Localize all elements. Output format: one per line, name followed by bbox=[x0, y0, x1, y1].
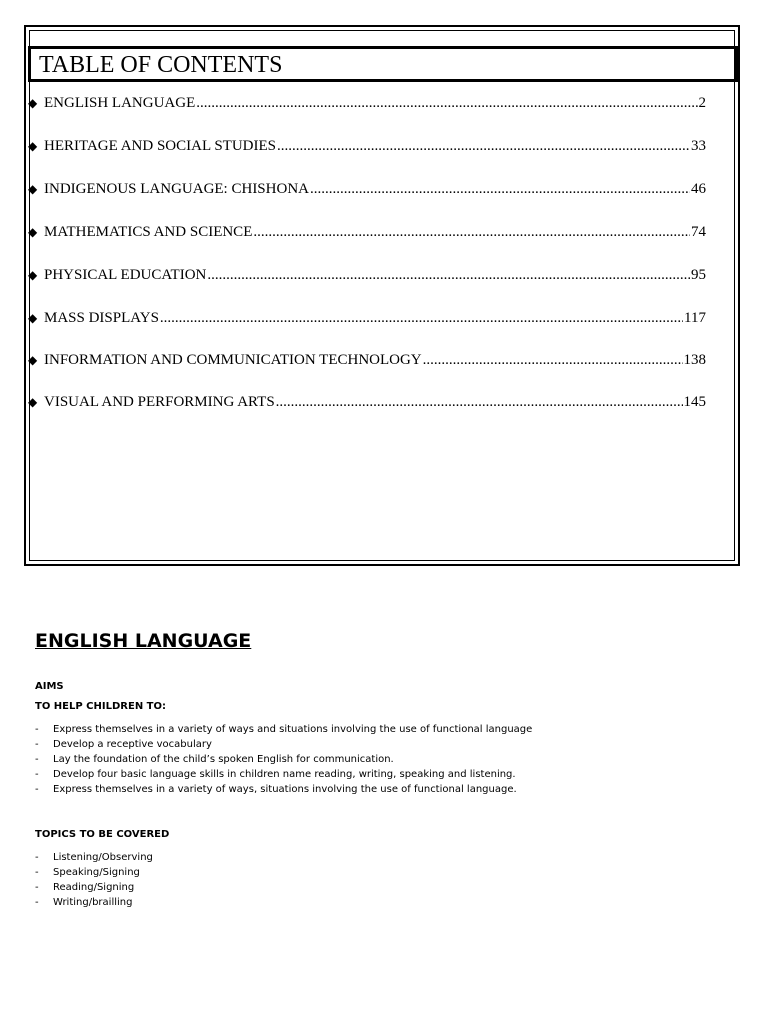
diamond-bullet-icon: ◆ bbox=[28, 268, 38, 282]
aim-text: Express themselves in a variety of ways and situations involving the use of functional language bbox=[53, 724, 533, 735]
list-item bbox=[35, 850, 153, 865]
diamond-bullet-icon: ◆ bbox=[28, 353, 38, 367]
toc-entry[interactable] bbox=[28, 136, 706, 156]
dot-leader bbox=[253, 222, 690, 242]
toc-entry[interactable] bbox=[28, 179, 706, 199]
toc-entry-page: 138 bbox=[683, 352, 706, 368]
aims-list bbox=[35, 722, 532, 797]
topic-text: Speaking/Signing bbox=[53, 867, 140, 878]
dash-bullet: - bbox=[35, 739, 39, 750]
toc-entry-label: ENGLISH LANGUAGE bbox=[44, 95, 196, 111]
list-item bbox=[35, 880, 153, 895]
dash-bullet: - bbox=[35, 897, 39, 908]
topic-text: Writing/brailling bbox=[53, 897, 133, 908]
aims-intro: TO HELP CHILDREN TO: bbox=[35, 701, 166, 712]
aim-text: Express themselves in a variety of ways, situations involving the use of functional language. bbox=[53, 784, 517, 795]
dot-leader bbox=[277, 136, 690, 156]
dot-leader bbox=[196, 93, 697, 113]
aim-text: Develop a receptive vocabulary bbox=[53, 739, 212, 750]
diamond-bullet-icon: ◆ bbox=[28, 311, 38, 325]
topics-label: TOPICS TO BE COVERED bbox=[35, 829, 170, 840]
dash-bullet: - bbox=[35, 769, 39, 780]
toc-entry-label: MATHEMATICS AND SCIENCE bbox=[44, 224, 253, 240]
dash-bullet: - bbox=[35, 724, 39, 735]
diamond-bullet-icon: ◆ bbox=[28, 225, 38, 239]
aims-label: AIMS bbox=[35, 681, 64, 692]
list-item bbox=[35, 865, 153, 880]
toc-entry[interactable] bbox=[28, 265, 706, 285]
list-item bbox=[35, 752, 532, 767]
toc-entry-label: HERITAGE AND SOCIAL STUDIES bbox=[44, 138, 276, 154]
aim-text: Develop four basic language skills in children name reading, writing, speaking and listening. bbox=[53, 769, 516, 780]
toc-title: TABLE OF CONTENTS bbox=[39, 52, 283, 78]
toc-entry-label: MASS DISPLAYS bbox=[44, 310, 159, 326]
dash-bullet: - bbox=[35, 784, 39, 795]
dash-bullet: - bbox=[35, 882, 39, 893]
topics-list bbox=[35, 850, 153, 910]
toc-entry-label: INDIGENOUS LANGUAGE: CHISHONA bbox=[44, 181, 309, 197]
dash-bullet: - bbox=[35, 867, 39, 878]
aim-text: Lay the foundation of the child’s spoken English for communication. bbox=[53, 754, 394, 765]
toc-entry-page: 46 bbox=[691, 181, 706, 197]
list-item bbox=[35, 722, 532, 737]
toc-entry-label: INFORMATION AND COMMUNICATION TECHNOLOGY bbox=[44, 352, 422, 368]
diamond-bullet-icon: ◆ bbox=[28, 395, 38, 409]
dot-leader bbox=[207, 265, 690, 285]
toc-entry-page: 117 bbox=[684, 310, 706, 326]
diamond-bullet-icon: ◆ bbox=[28, 182, 38, 196]
topic-text: Listening/Observing bbox=[53, 852, 153, 863]
dot-leader bbox=[423, 350, 683, 370]
list-item bbox=[35, 737, 532, 752]
dash-bullet: - bbox=[35, 754, 39, 765]
toc-entry[interactable] bbox=[28, 93, 706, 113]
toc-entry[interactable] bbox=[28, 350, 706, 370]
toc-title-bar bbox=[28, 46, 738, 82]
toc-entry-page: 74 bbox=[691, 224, 706, 240]
toc-entry[interactable] bbox=[28, 308, 706, 328]
section-heading: ENGLISH LANGUAGE bbox=[35, 630, 252, 652]
dot-leader bbox=[310, 179, 690, 199]
list-item bbox=[35, 895, 153, 910]
diamond-bullet-icon: ◆ bbox=[28, 96, 38, 110]
list-item bbox=[35, 767, 532, 782]
toc-entry-page: 33 bbox=[691, 138, 706, 154]
dot-leader bbox=[160, 308, 683, 328]
list-item bbox=[35, 782, 532, 797]
diamond-bullet-icon: ◆ bbox=[28, 139, 38, 153]
toc-entry[interactable] bbox=[28, 222, 706, 242]
dot-leader bbox=[276, 392, 683, 412]
topic-text: Reading/Signing bbox=[53, 882, 135, 893]
toc-entry-page: 95 bbox=[691, 267, 706, 283]
toc-entry-label: VISUAL AND PERFORMING ARTS bbox=[44, 394, 275, 410]
toc-entry[interactable] bbox=[28, 392, 706, 412]
toc-entry-label: PHYSICAL EDUCATION bbox=[44, 267, 207, 283]
toc-entry-page: 145 bbox=[683, 394, 706, 410]
dash-bullet: - bbox=[35, 852, 39, 863]
toc-entry-page: 2 bbox=[698, 95, 706, 111]
